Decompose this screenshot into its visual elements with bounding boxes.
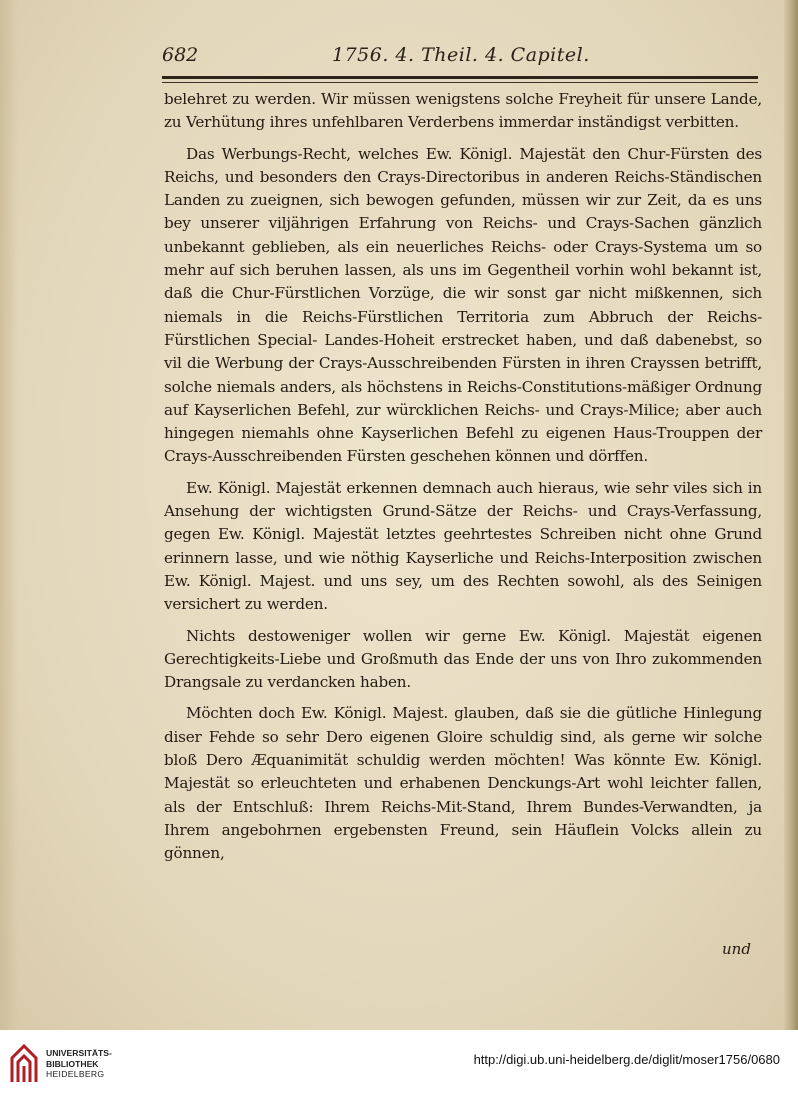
permalink-url[interactable]: http://digi.ub.uni-heidelberg.de/diglit/moser1756/0680 xyxy=(473,1052,780,1067)
paragraph-3: Ew. Königl. Majestät erkennen demnach auch hieraus, wie sehr viles sich in Ansehung der wichtigsten Grund-Sätze der Reichs- und Crays-Verfassung, gegen Ew. Königl. Majestät letztes geehrtestes Schreiben nicht ohne Grund erinnern lasse, und wie nöthig Kayserliche und Reichs-Interposition zwischen Ew. Königl. Majest. und uns sey, um des Rechten sowohl, als des Seinigen versichert zu werden. xyxy=(164,478,762,614)
university-seal-icon xyxy=(8,1044,40,1084)
page-number: 682 xyxy=(162,44,199,66)
library-logo[interactable] xyxy=(8,1044,112,1088)
header-rule xyxy=(162,76,758,79)
paragraph-5: Möchten doch Ew. Königl. Majest. glauben, daß sie die gütliche Hinlegung diser Fehde so sehr Dero eigenen Gloire schuldig sind, als gerne wir solche bloß Dero Æquanimität schuldig werden möchten! Was könnte Ew. Königl. Majestät so erleuchteten und erhabenen Denckungs-Art wohl leichter fallen, als der Entschluß: Ihrem Reichs-Mit-Stand, Ihrem Bundes-Verwandten, ja Ihrem angebohrnen ergebensten Freund, sein Häuflein Volcks allein zu gönnen, xyxy=(164,704,762,863)
logo-line-2: BIBLIOTHEK xyxy=(46,1058,99,1069)
paragraph-2: Das Werbungs-Recht, welches Ew. Königl. Majestät den Chur-Fürsten des Reichs, und besonders den Crays-Directoribus in anderen Reichs-Ständischen Landen zu zueignen, sich bewogen gefunden, müssen wir zur Zeit, da es uns bey unserer viljährigen Erfahrung von Reichs- und Crays-Sachen gänzlich unbekannt geblieben, als ein neuerliches Reichs- oder Crays-Systema um so mehr auf sich beruhen lassen, als uns im Gegentheil vorhin wohl bekannt ist, daß die Chur-Fürstlichen Vorzüge, die wir sonst gar nicht mißkennen, sich niemals in die Reichs-Fürstlichen Territoria zum Abbruch der Reichs-Fürstlichen Special- Landes-Hoheit erstrecket haben, und daß dabenebst, so vil die Werbung der Crays-Ausschreibenden Fürsten in ihren Crayssen betrifft, solche niemals anders, als höchstens in Reichs-Constitutions-mäßiger Ordnung auf Kayserlichen Befehl, zur würcklichen Reichs- und Crays-Milice; aber auch hingegen niemahls ohne Kayserlichen Befehl zu eigenen Haus-Trouppen der Crays-Ausschreibenden Fürsten geschehen können und dörffen. xyxy=(164,144,762,466)
chapter-title: 1756. 4. Theil. 4. Capitel. xyxy=(332,44,590,66)
paragraph-4: Nichts destoweniger wollen wir gerne Ew. Königl. Majestät eigenen Gerechtigkeits-Liebe und Großmuth das Ende der uns von Ihro zukommenden Drangsale zu verdancken haben. xyxy=(164,626,762,692)
library-name xyxy=(46,1048,112,1080)
page-gutter-shadow xyxy=(0,0,18,1030)
viewer-footer xyxy=(0,1030,798,1096)
catchword: und xyxy=(722,940,751,958)
page-edge xyxy=(784,0,798,1030)
header-rule-thin xyxy=(162,82,758,83)
paragraph-1: belehret zu werden. Wir müssen wenigstens solche Freyheit für unsere Lande, zu Verhütung ihres unfehlbaren Verderbens immerdar inständigst verbitten. xyxy=(164,90,762,132)
logo-line-1: UNIVERSITÄTS- xyxy=(46,1048,112,1058)
body-text xyxy=(164,88,762,866)
logo-line-3: HEIDELBERG xyxy=(46,1069,105,1079)
running-head xyxy=(162,42,762,72)
